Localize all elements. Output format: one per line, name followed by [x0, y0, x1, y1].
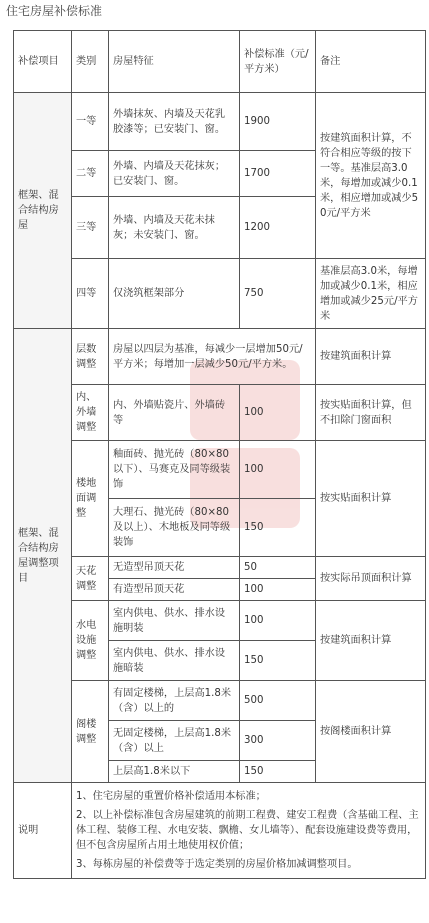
remark-cell: 按建筑面积计算，不符合相应等级的按下一等。基准层高3.0米，每增加或减少0.1米，相应增加或减少50元/平方米: [316, 93, 426, 259]
notes-body: [72, 783, 426, 879]
header-item: 补偿项目: [14, 31, 72, 93]
feature-cell: 无造型吊顶天花: [109, 557, 240, 579]
value-cell: 100: [240, 601, 316, 641]
feature-cell: 大理石、抛光砖（80×80及以上）、木地板及同等级装饰: [109, 499, 240, 557]
category-cell: 水电设施调整: [72, 601, 109, 681]
compensation-table: [13, 30, 426, 879]
feature-cell: 无固定楼梯，上层高1.8米（含）以上: [109, 721, 240, 761]
value-cell: 150: [240, 499, 316, 557]
remark-cell: 按阁楼面积计算: [316, 681, 426, 783]
feature-cell: 上层高1.8米以下: [109, 761, 240, 783]
remark-cell: 基准层高3.0米，每增加或减少0.1米，相应增加或减少25元/平方米: [316, 259, 426, 329]
feature-cell: 内、外墙贴瓷片、外墙砖等: [109, 385, 240, 441]
category-cell: 四等: [72, 259, 109, 329]
value-cell: 1200: [240, 197, 316, 259]
note-line: 1、住宅房屋的重置价格补偿适用本标准；: [76, 791, 266, 802]
page-title: 住宅房屋补偿标准: [6, 4, 103, 18]
note-line: 3、每栋房屋的补偿费等于选定类别的房屋价格加减调整项目。: [76, 859, 358, 870]
remark-cell: 按实际吊顶面积计算: [316, 557, 426, 601]
category-cell: 一等: [72, 93, 109, 151]
value-cell: 150: [240, 641, 316, 681]
feature-cell: 有造型吊顶天花: [109, 579, 240, 601]
value-cell: 50: [240, 557, 316, 579]
feature-cell: 室内供电、供水、排水设施暗装: [109, 641, 240, 681]
feature-cell: 釉面砖、抛光砖（80×80以下）、马赛克及同等级装饰: [109, 441, 240, 499]
note-line: 2、以上补偿标准包含房屋建筑的前期工程费、建安工程费（含基础工程、主体工程、装修工程、水电安装、飘檐、女儿墙等）、配套设施建设费等费用，但不包含房屋所占用土地使用权价值；: [76, 810, 419, 851]
category-cell: 阁楼调整: [72, 681, 109, 783]
notes-label: 说明: [14, 783, 72, 879]
remark-cell: 按实贴面积计算，但不扣除门窗面积: [316, 385, 426, 441]
header-standard: 补偿标准（元/平方米）: [240, 31, 316, 93]
feature-cell: 有固定楼梯，上层高1.8米（含）以上的: [109, 681, 240, 721]
value-cell: 100: [240, 385, 316, 441]
value-cell: 1900: [240, 93, 316, 151]
feature-cell: 仅浇筑框架部分: [109, 259, 240, 329]
category-cell: 层数调整: [72, 329, 109, 385]
header-category: 类别: [72, 31, 109, 93]
section1-name: 框架、混合结构房屋: [14, 93, 72, 329]
feature-cell: 外墙、内墙及天花抹灰；已安装门、窗。: [109, 151, 240, 197]
header-remark: 备注: [316, 31, 426, 93]
category-cell: 天花调整: [72, 557, 109, 601]
remark-cell: 按实贴面积计算: [316, 441, 426, 557]
feature-cell: 室内供电、供水、排水设施明装: [109, 601, 240, 641]
remark-cell: 按建筑面积计算: [316, 329, 426, 385]
feature-cell: 房屋以四层为基准，每减少一层增加50元/平方米；每增加一层减少50元/平方米。: [109, 329, 316, 385]
value-cell: 150: [240, 761, 316, 783]
value-cell: 500: [240, 681, 316, 721]
category-cell: 三等: [72, 197, 109, 259]
header-feature: 房屋特征: [109, 31, 240, 93]
value-cell: 100: [240, 441, 316, 499]
category-cell: 二等: [72, 151, 109, 197]
value-cell: 300: [240, 721, 316, 761]
value-cell: 100: [240, 579, 316, 601]
value-cell: 750: [240, 259, 316, 329]
remark-cell: 按建筑面积计算: [316, 601, 426, 681]
feature-cell: 外墙抹灰、内墙及天花乳胶漆等；已安装门、窗。: [109, 93, 240, 151]
feature-cell: 外墙、内墙及天花未抹灰；未安装门、窗。: [109, 197, 240, 259]
category-cell: 楼地面调整: [72, 441, 109, 557]
value-cell: 1700: [240, 151, 316, 197]
section2-name: 框架、混合结构房屋调整项目: [14, 329, 72, 783]
category-cell: 内、外墙调整: [72, 385, 109, 441]
